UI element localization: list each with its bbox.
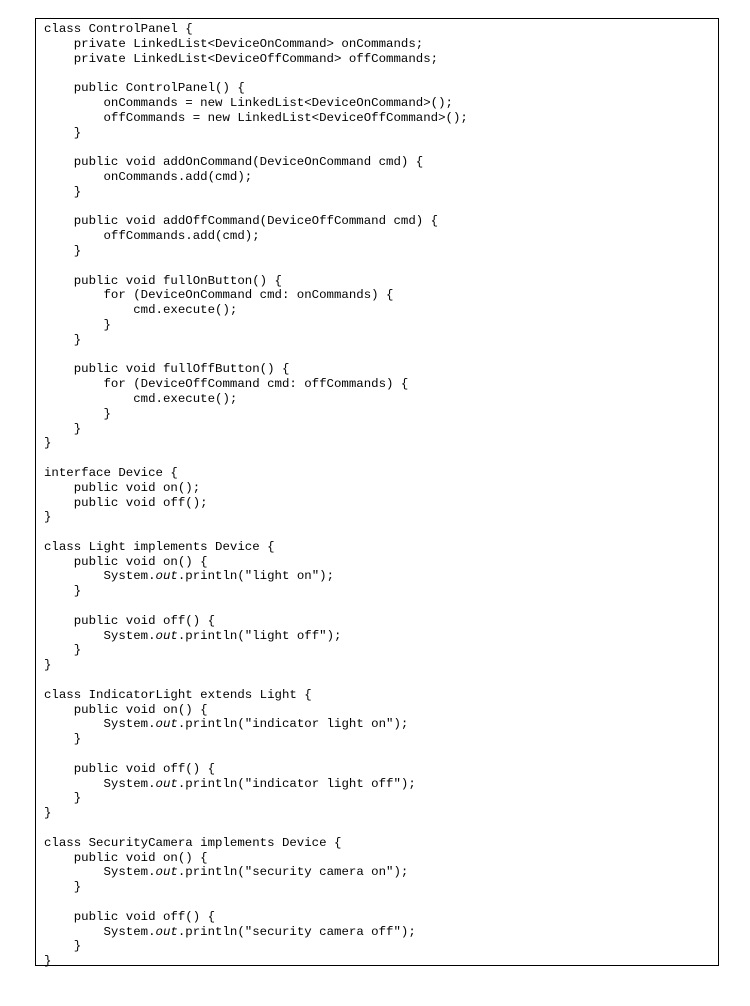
code-line: offCommands = new LinkedList<DeviceOffCommand>();	[44, 110, 468, 125]
code-line	[44, 140, 468, 155]
code-line: public void off() {	[44, 613, 216, 628]
code-line: }	[44, 584, 82, 599]
code-line	[44, 747, 468, 762]
code-line: }	[44, 939, 82, 954]
code-line: for (DeviceOnCommand cmd: onCommands) {	[44, 288, 394, 303]
code-line: cmd.execute();	[44, 391, 238, 406]
code-line	[44, 525, 468, 540]
code-line: public void on() {	[44, 702, 208, 717]
code-line: onCommands = new LinkedList<DeviceOnCommand>();	[44, 95, 453, 110]
code-line: interface Device {	[44, 465, 178, 480]
code-line: }	[44, 954, 52, 969]
code-line: public void on() {	[44, 554, 208, 569]
code-line: }	[44, 643, 82, 658]
code-line: }	[44, 125, 82, 140]
code-line	[44, 200, 468, 215]
code-line	[44, 895, 468, 910]
code-line: System.out.println("light off");	[44, 628, 342, 643]
code-line: System.out.println("security camera on");	[44, 865, 409, 880]
code-line: }	[44, 658, 52, 673]
code-line: public void off() {	[44, 761, 216, 776]
code-line: class Light implements Device {	[44, 539, 275, 554]
code-line: private LinkedList<DeviceOnCommand> onCommands;	[44, 36, 424, 51]
code-line	[44, 599, 468, 614]
code-line: System.out.println("security camera off");	[44, 924, 416, 939]
code-line: public void fullOffButton() {	[44, 362, 290, 377]
code-line: }	[44, 436, 52, 451]
code-line: }	[44, 791, 82, 806]
code-line: class IndicatorLight extends Light {	[44, 687, 312, 702]
code-line: System.out.println("indicator light on");	[44, 717, 409, 732]
code-line: }	[44, 880, 82, 895]
code-line: class SecurityCamera implements Device {	[44, 835, 342, 850]
code-line: for (DeviceOffCommand cmd: offCommands) {	[44, 377, 409, 392]
code-line: private LinkedList<DeviceOffCommand> offCommands;	[44, 51, 439, 66]
code-line: class ControlPanel {	[44, 22, 193, 36]
code-line	[44, 821, 468, 836]
code-line: }	[44, 732, 82, 747]
code-line: }	[44, 184, 82, 199]
code-line: }	[44, 317, 111, 332]
code-line: offCommands.add(cmd);	[44, 229, 260, 244]
code-line	[44, 673, 468, 688]
code-line: public ControlPanel() {	[44, 81, 245, 96]
code-line: }	[44, 510, 52, 525]
code-listing	[44, 22, 468, 969]
code-line: public void on() {	[44, 850, 208, 865]
code-line: }	[44, 406, 111, 421]
code-line: public void addOffCommand(DeviceOffCommand cmd) {	[44, 214, 439, 229]
code-line: System.out.println("light on");	[44, 569, 335, 584]
code-line: }	[44, 806, 52, 821]
code-line: cmd.execute();	[44, 303, 238, 318]
code-line	[44, 259, 468, 274]
code-line	[44, 66, 468, 81]
code-line	[44, 348, 468, 363]
code-line: public void addOnCommand(DeviceOnCommand cmd) {	[44, 155, 424, 170]
code-line: }	[44, 421, 82, 436]
code-line: onCommands.add(cmd);	[44, 169, 253, 184]
code-line: public void off() {	[44, 909, 216, 924]
code-line: public void on();	[44, 480, 201, 495]
code-line: public void fullOnButton() {	[44, 273, 282, 288]
code-listing-frame	[35, 18, 719, 969]
code-line	[44, 451, 468, 466]
code-line: }	[44, 332, 82, 347]
code-line: }	[44, 243, 82, 258]
code-line: public void off();	[44, 495, 208, 510]
code-line: System.out.println("indicator light off");	[44, 776, 416, 791]
